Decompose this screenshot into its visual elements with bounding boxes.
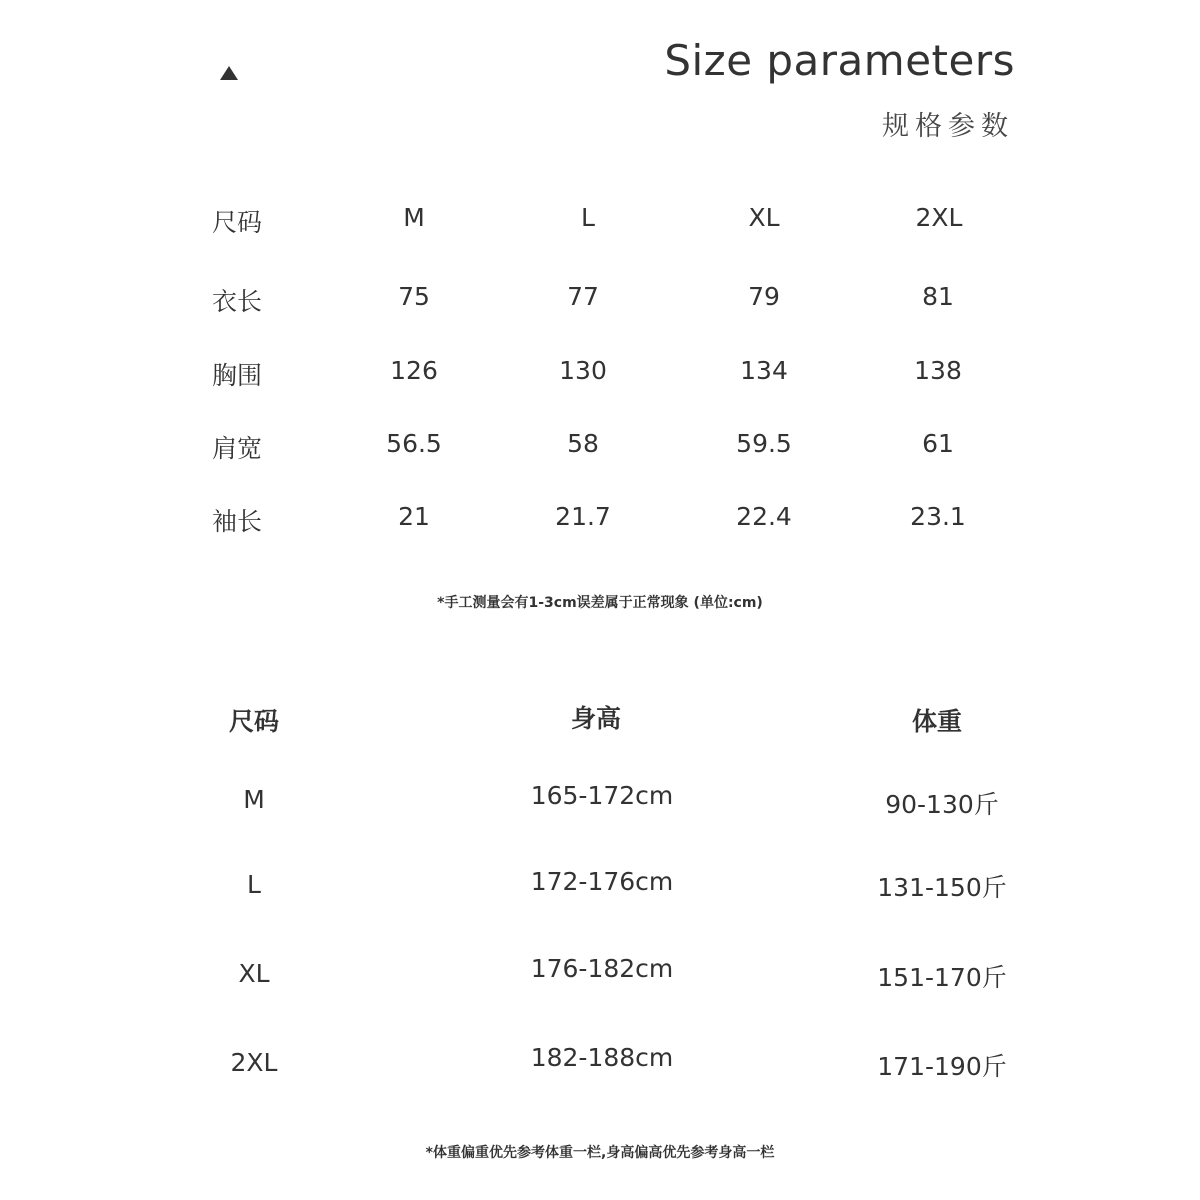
row-label: 胸围 — [212, 361, 263, 390]
table-cell: 79 — [748, 282, 780, 311]
table-cell: 77 — [567, 282, 599, 311]
table-cell: 75 — [398, 282, 430, 311]
measurement-note: *手工测量会有1-3cm误差属于正常现象 (单位:cm) — [437, 595, 763, 611]
table-cell: 59.5 — [736, 429, 792, 458]
fit-note: *体重偏重优先参考体重一栏,身高偏高优先参考身高一栏 — [425, 1145, 775, 1161]
table-cell: 58 — [567, 429, 599, 458]
table-cell: 21.7 — [555, 502, 611, 531]
size-table-header-cell: XL — [748, 203, 780, 232]
size-table-header-cell: M — [403, 203, 425, 232]
table-cell: 22.4 — [736, 502, 792, 531]
fit-table-header-cell: 身高 — [570, 704, 622, 733]
row-label: 肩宽 — [212, 434, 263, 463]
table-cell: 165-172cm — [530, 781, 674, 810]
table-cell: 172-176cm — [530, 867, 674, 896]
row-label: 袖长 — [212, 507, 263, 536]
table-cell: 138 — [914, 356, 962, 385]
size-table-header-cell: 2XL — [915, 203, 963, 232]
row-label: 衣长 — [212, 287, 263, 316]
table-cell: M — [243, 785, 265, 814]
table-cell: 21 — [398, 502, 430, 531]
table-cell: 90-130斤 — [885, 790, 999, 819]
triangle-up-icon — [220, 66, 238, 80]
fit-table-header-cell: 尺码 — [228, 707, 280, 736]
table-cell: 23.1 — [910, 502, 966, 531]
size-table-header-label: 尺码 — [212, 208, 263, 237]
table-cell: 126 — [390, 356, 438, 385]
table-cell: 171-190斤 — [877, 1052, 1007, 1081]
table-cell: 131-150斤 — [877, 873, 1007, 902]
fit-table-header-cell: 体重 — [911, 707, 963, 736]
table-cell: 151-170斤 — [877, 963, 1007, 992]
table-cell: 130 — [559, 356, 607, 385]
table-cell: XL — [238, 959, 270, 988]
page-title: Size parameters — [664, 36, 1015, 85]
table-cell: 176-182cm — [530, 954, 674, 983]
table-cell: L — [247, 870, 261, 899]
table-cell: 61 — [922, 429, 954, 458]
table-cell: 56.5 — [386, 429, 442, 458]
page-subtitle: 规格参数 — [882, 111, 1014, 142]
table-cell: 182-188cm — [530, 1043, 674, 1072]
table-cell: 81 — [922, 282, 954, 311]
table-cell: 2XL — [230, 1048, 278, 1077]
table-cell: 134 — [740, 356, 788, 385]
size-table-header-cell: L — [581, 203, 595, 232]
